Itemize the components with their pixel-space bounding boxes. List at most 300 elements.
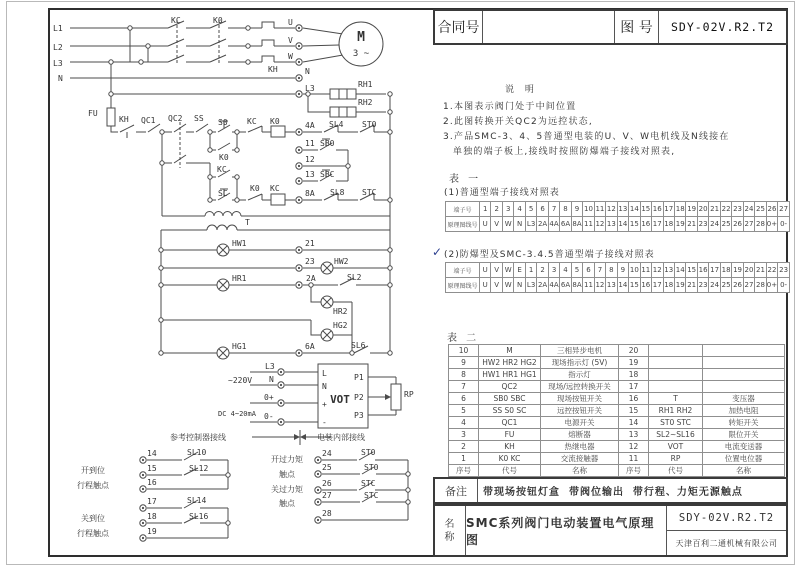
- drawing-number-label: 图 号: [615, 11, 659, 43]
- terminal-cell: 5: [525, 202, 536, 217]
- company-name: 天津百利二通机械有限公司: [675, 538, 778, 548]
- terminal-cell: 16: [697, 263, 708, 278]
- terminal-cell: 18: [674, 202, 685, 217]
- schematic-label: QC1: [141, 116, 156, 125]
- schematic-label: 开过力矩: [271, 455, 303, 464]
- terminal-cell: 8: [606, 263, 617, 278]
- seq-cell: 14: [619, 417, 649, 429]
- terminal-cell: 10: [629, 263, 640, 278]
- schematic-label: 电装内部接线: [317, 433, 365, 442]
- seq-cell: 序号: [619, 465, 649, 477]
- schematic-label: KC: [270, 184, 280, 193]
- schematic-label: ST0: [364, 463, 379, 472]
- table-row: [449, 417, 785, 429]
- seq-cell: 11: [619, 453, 649, 465]
- remark-block: [433, 477, 788, 504]
- wire-cell: 12: [594, 217, 605, 232]
- schematic-label: P1: [354, 373, 364, 382]
- schematic-label: 参考控制器接线: [170, 433, 226, 442]
- schematic-label: -: [322, 418, 327, 427]
- schematic-label: W: [288, 52, 293, 61]
- schematic-label: SBC: [320, 170, 335, 179]
- schematic-label: SL2: [347, 273, 362, 282]
- schematic-label: FU: [88, 109, 98, 118]
- wire-cell: 6A: [560, 278, 571, 293]
- wire-cell: 24: [709, 278, 720, 293]
- seq-cell: 13: [619, 429, 649, 441]
- schematic-label: 19: [147, 527, 157, 536]
- schematic-label: N: [269, 375, 274, 384]
- schematic-label: KC: [217, 165, 227, 174]
- terminal-cell: 19: [732, 263, 743, 278]
- schematic-label: 17: [147, 497, 157, 506]
- name-cell: [703, 345, 785, 357]
- footer-drawing-number: SDY-02V.R2.T2: [667, 506, 786, 531]
- wire-cell: 13: [606, 217, 617, 232]
- code-cell: SL2~SL16: [649, 429, 703, 441]
- wire-cell: 4A: [548, 217, 559, 232]
- seq-cell: 3: [449, 429, 479, 441]
- terminal-cell: 9: [617, 263, 628, 278]
- wire-cell: 11: [583, 278, 594, 293]
- wire-cell: V: [491, 278, 502, 293]
- heater-rh1: [330, 89, 356, 99]
- wire-cell: 0+: [766, 217, 777, 232]
- schematic-label: KC: [171, 16, 181, 25]
- seq-cell: 2: [449, 441, 479, 453]
- schematic-label: K0: [270, 117, 280, 126]
- schematic-label: 触点: [279, 470, 295, 479]
- terminal-cell: 24: [743, 202, 754, 217]
- schematic-label: 23: [305, 257, 315, 266]
- wire-cell: 26: [732, 278, 743, 293]
- terminal-cell: 6: [537, 202, 548, 217]
- code-cell: 代号: [649, 465, 703, 477]
- wire-cell: 16: [640, 217, 651, 232]
- schematic-label: 4A: [305, 121, 315, 130]
- schematic-label: 关过力矩: [271, 485, 303, 494]
- schematic-label: SL4: [329, 120, 344, 129]
- schematic-label: ST0: [362, 120, 377, 129]
- name-cell: 限位开关: [703, 429, 785, 441]
- schematic-label: L3: [305, 84, 315, 93]
- schematic-label: 16: [147, 478, 157, 487]
- remark-text: 带现场按钮灯盒 带阀位输出 带行程、力矩无源触点: [483, 487, 743, 498]
- schematic-label: HG1: [232, 342, 247, 351]
- wire-cell: 2A: [537, 217, 548, 232]
- terminal-cell: 9: [571, 202, 582, 217]
- coil-k0: [271, 126, 285, 137]
- wire-cell: 15: [629, 217, 640, 232]
- schematic-label: KH: [268, 65, 278, 74]
- terminal-cell: 16: [652, 202, 663, 217]
- schematic-label: SL8: [330, 188, 345, 197]
- thermal-relay-icon: [262, 22, 274, 62]
- code-cell: RH1 RH2: [649, 405, 703, 417]
- code-cell: FU: [479, 429, 541, 441]
- terminal-cell: 23: [732, 202, 743, 217]
- schematic-label: VOT: [330, 393, 350, 406]
- schematic-label: P3: [354, 411, 364, 420]
- wire-cell: 28: [755, 278, 766, 293]
- name-cell: 加热电阻: [703, 405, 785, 417]
- table-row: [449, 441, 785, 453]
- terminal-table-normal: [445, 201, 790, 232]
- terminal-cell: 8: [560, 202, 571, 217]
- wire-cell: 28: [755, 217, 766, 232]
- name-cell: 指示灯: [541, 369, 619, 381]
- wire-cell: 27: [743, 278, 754, 293]
- seq-cell: 序号: [449, 465, 479, 477]
- wire-cell: 25: [720, 278, 731, 293]
- table-row: [449, 369, 785, 381]
- terminal-cell: 5: [571, 263, 582, 278]
- terminal-cell: W: [502, 263, 513, 278]
- code-cell: [649, 345, 703, 357]
- code-cell: SB0 SBC: [479, 393, 541, 405]
- wire-cell: 0-: [778, 217, 790, 232]
- wire-cell: 17: [652, 278, 663, 293]
- lamp-wires: [161, 250, 390, 353]
- coil-kc: [271, 194, 285, 205]
- table-row: [449, 429, 785, 441]
- wire-cell: 21: [686, 278, 697, 293]
- name-label-text: 名称: [444, 518, 455, 543]
- schematic-label: RH2: [358, 98, 373, 107]
- code-cell: SS S0 SC: [479, 405, 541, 417]
- fuse-icon: [107, 108, 115, 126]
- wire-cell: 18: [663, 217, 674, 232]
- terminal-cell: 14: [674, 263, 685, 278]
- wire-cell: 12: [594, 278, 605, 293]
- wire-cell: N: [514, 217, 525, 232]
- name-cell: 远控按钮开关: [541, 405, 619, 417]
- code-cell: VOT: [649, 441, 703, 453]
- schematic-label: N: [305, 67, 310, 76]
- wire-cell: 14: [617, 278, 628, 293]
- terminal-cell: 15: [686, 263, 697, 278]
- wire-number-row: [446, 278, 790, 293]
- schematic-label: L3: [265, 362, 275, 371]
- schematic-label: P2: [354, 393, 364, 402]
- wire-cell: 8A: [571, 217, 582, 232]
- schematic-label: 28: [322, 509, 332, 518]
- seq-cell: 17: [619, 381, 649, 393]
- terminal-cell: 12: [652, 263, 663, 278]
- terminal-cell: 23: [778, 263, 790, 278]
- name-block-right: [667, 506, 786, 555]
- wire-cell: 26: [732, 217, 743, 232]
- schematic-label: M: [357, 30, 365, 45]
- checkmark: ✓: [432, 245, 443, 259]
- terminal-cell: 6: [583, 263, 594, 278]
- terminal-cell: E: [514, 263, 525, 278]
- schematic-label: K0: [219, 153, 229, 162]
- code-cell: K0 KC: [479, 453, 541, 465]
- schematic-label: 0-: [264, 412, 274, 421]
- name-cell: 现场按钮开关: [541, 393, 619, 405]
- terminal-cell: 1: [480, 202, 491, 217]
- terminal-cell: V: [491, 263, 502, 278]
- wire-cell: 8A: [571, 278, 582, 293]
- wire-cell: L3: [525, 278, 536, 293]
- wire-cell: 23: [697, 217, 708, 232]
- terminal-cell: 26: [766, 202, 777, 217]
- component-table: [448, 344, 785, 477]
- terminal-cell: 13: [663, 263, 674, 278]
- wire-cell: 0+: [766, 278, 777, 293]
- wire-cell: 2A: [537, 278, 548, 293]
- name-cell: 现场/远控转换开关: [541, 381, 619, 393]
- seq-cell: 20: [619, 345, 649, 357]
- table-row: [449, 465, 785, 477]
- schematic-label: N: [58, 74, 63, 83]
- terminal-cell: 18: [720, 263, 731, 278]
- schematic-label: HW1: [232, 239, 247, 248]
- wire-cell: 19: [674, 278, 685, 293]
- wire-cell: 6A: [560, 217, 571, 232]
- seq-cell: 7: [449, 381, 479, 393]
- schematic-label: 27: [322, 491, 332, 500]
- schematic-label: 行程触点: [77, 529, 109, 538]
- terminal-cell: 7: [594, 263, 605, 278]
- terminal-cell: 2: [537, 263, 548, 278]
- table-row: [449, 405, 785, 417]
- schematic-label: 26: [322, 479, 332, 488]
- seq-cell: 4: [449, 417, 479, 429]
- schematic-label: HR2: [333, 307, 348, 316]
- schematic-label: 18: [147, 512, 157, 521]
- heater-rh2: [330, 107, 356, 117]
- schematic-label: N: [322, 382, 327, 391]
- schematic-label: RP: [404, 390, 414, 399]
- terminal-cell: 15: [640, 202, 651, 217]
- wire-cell: 0-: [778, 278, 790, 293]
- transformer-icon: [205, 212, 241, 231]
- terminal-cell: 22: [766, 263, 777, 278]
- schematic-label: ST0: [361, 448, 376, 457]
- note-line: 1.本图表示阀门处于中间位置: [443, 102, 577, 112]
- name-label: [435, 506, 466, 555]
- wire-cell: V: [491, 217, 502, 232]
- component-table-body: [449, 345, 785, 477]
- schematic-label: 开到位: [81, 466, 105, 475]
- row-header: 端子号: [446, 202, 480, 217]
- code-cell: RP: [649, 453, 703, 465]
- schematic-label: HW2: [334, 257, 349, 266]
- schematic-label: 14: [147, 449, 157, 458]
- terminal-cell: 1: [525, 263, 536, 278]
- title-block: [433, 9, 788, 45]
- wire-cell: 19: [674, 217, 685, 232]
- schematic-label: K0: [213, 16, 223, 25]
- schematic-label: 24: [322, 449, 332, 458]
- terminal-cell: 14: [629, 202, 640, 217]
- terminal-cell: U: [480, 263, 491, 278]
- schematic-label: HR1: [232, 274, 247, 283]
- schematic-label: 21: [305, 239, 315, 248]
- code-cell: [649, 381, 703, 393]
- terminal-cell: 10: [583, 202, 594, 217]
- notes-list: [443, 100, 783, 160]
- schematic-label: 15: [147, 464, 157, 473]
- terminal-cell: 7: [548, 202, 559, 217]
- wire-cell: 13: [606, 278, 617, 293]
- potentiometer-rp: [391, 384, 401, 410]
- schematic-label: 0+: [264, 393, 274, 402]
- schematic-label: SL14: [187, 496, 207, 505]
- wire-cell: 15: [629, 278, 640, 293]
- wire-cell: W: [502, 278, 513, 293]
- terminal-cell: 21: [755, 263, 766, 278]
- table-row: [449, 453, 785, 465]
- name-cell: 转矩开关: [703, 417, 785, 429]
- seq-cell: 9: [449, 357, 479, 369]
- name-cell: 变压器: [703, 393, 785, 405]
- wire-cell: 11: [583, 217, 594, 232]
- name-cell: 位置电位器: [703, 453, 785, 465]
- wire-cell: 17: [652, 217, 663, 232]
- contract-number-value: [483, 11, 615, 43]
- wire-cell: 16: [640, 278, 651, 293]
- seq-cell: 10: [449, 345, 479, 357]
- wire-cell: U: [480, 278, 491, 293]
- code-cell: QC1: [479, 417, 541, 429]
- terminal-cell: 11: [640, 263, 651, 278]
- schematic-label: QC2: [168, 114, 183, 123]
- name-block: [433, 504, 788, 557]
- seq-cell: 8: [449, 369, 479, 381]
- terminal-number-row: [446, 263, 790, 278]
- schematic-label: RH1: [358, 80, 373, 89]
- terminal-cell: 4: [560, 263, 571, 278]
- seq-cell: 1: [449, 453, 479, 465]
- schematic-label: SS: [194, 114, 204, 123]
- schematic-label: KH: [119, 115, 129, 124]
- schematic-label: 11: [305, 139, 315, 148]
- terminal-cell: 3: [502, 202, 513, 217]
- name-cell: 熔断器: [541, 429, 619, 441]
- code-cell: HW2 HR2 HG2: [479, 357, 541, 369]
- note-line: 单独的端子板上,接线时按照防爆端子接线对照表,: [453, 147, 676, 157]
- wire-number-row: [446, 217, 790, 232]
- schematic-label: +: [322, 400, 327, 409]
- terminal-cell: 4: [514, 202, 525, 217]
- code-cell: ST0 STC: [649, 417, 703, 429]
- table1-sub1-title: (1)普通型端子接线对照表: [444, 188, 560, 198]
- terminal-cell: 25: [755, 202, 766, 217]
- name-cell: 三相异步电机: [541, 345, 619, 357]
- wire-cell: 18: [663, 278, 674, 293]
- notes-heading: 说 明: [505, 85, 538, 95]
- terminal-cell: 3: [548, 263, 559, 278]
- code-cell: [649, 369, 703, 381]
- schematic-label: SC: [218, 189, 228, 198]
- schematic-label: 2A: [306, 274, 316, 283]
- schematic-label: L: [322, 369, 327, 378]
- schematic-label: K0: [250, 184, 260, 193]
- schematic-label: U: [288, 18, 293, 27]
- name-cell: 电流变送器: [703, 441, 785, 453]
- schematic-label: 25: [322, 463, 332, 472]
- terminal-number-row: [446, 202, 790, 217]
- code-cell: KH: [479, 441, 541, 453]
- wire-cell: W: [502, 217, 513, 232]
- schematic-label: SL10: [187, 448, 207, 457]
- name-cell: 名称: [703, 465, 785, 477]
- row-header: 原理图线号: [446, 278, 480, 293]
- name-cell: 名称: [541, 465, 619, 477]
- schematic-label: SL6: [351, 341, 366, 350]
- schematic-label: T: [245, 218, 250, 227]
- schematic-label: KC: [247, 117, 257, 126]
- table2-label: 表 二: [447, 333, 480, 344]
- remark-label: 备注: [435, 479, 478, 502]
- table1-sub2-title: (2)防爆型及SMC-3.4.5普通型端子接线对照表: [444, 250, 655, 260]
- terminal-cell: 19: [686, 202, 697, 217]
- schematic-label: DC 4~20mA: [218, 410, 256, 418]
- wire-cell: 25: [720, 217, 731, 232]
- schematic-label: STC: [361, 479, 376, 488]
- schematic-label: 行程触点: [77, 481, 109, 490]
- code-cell: [649, 357, 703, 369]
- table-row: [449, 393, 785, 405]
- terminal-cell: 2: [491, 202, 502, 217]
- name-cell: 交流接触器: [541, 453, 619, 465]
- wire-cell: U: [480, 217, 491, 232]
- schematic-label: 触点: [279, 499, 295, 508]
- table-row: [449, 345, 785, 357]
- schematic-label: SL16: [189, 512, 209, 521]
- schematic-label: 12: [305, 155, 315, 164]
- drawing-title: SMC系列阀门电动装置电气原理图: [466, 506, 667, 555]
- wire-cell: 4A: [548, 278, 559, 293]
- terminal-cell: 20: [697, 202, 708, 217]
- wire-cell: 24: [709, 217, 720, 232]
- wire-cell: 27: [743, 217, 754, 232]
- schematic-label: L2: [53, 43, 63, 52]
- code-cell: 代号: [479, 465, 541, 477]
- seq-cell: 6: [449, 393, 479, 405]
- terminal-cell: 20: [743, 263, 754, 278]
- schematic-label: SL12: [189, 464, 209, 473]
- wire-cell: N: [514, 278, 525, 293]
- schematic-label: V: [288, 36, 293, 45]
- note-line: 3.产品SMC-3、4、5普通型电装的U、V、W电机线及N线接在: [443, 132, 730, 142]
- notes: [443, 83, 783, 160]
- seq-cell: 5: [449, 405, 479, 417]
- code-cell: QC2: [479, 381, 541, 393]
- name-cell: 现场指示灯 (5V): [541, 357, 619, 369]
- schematic-label: 13: [305, 170, 315, 179]
- code-cell: HW1 HR1 HG1: [479, 369, 541, 381]
- terminal-cell: 17: [663, 202, 674, 217]
- schematic-label: STC: [362, 188, 377, 197]
- seq-cell: 15: [619, 405, 649, 417]
- row-header: 原理图线号: [446, 217, 480, 232]
- wire-cell: L3: [525, 217, 536, 232]
- code-cell: T: [649, 393, 703, 405]
- schematic-label: L3: [53, 59, 63, 68]
- schematic-label: HG2: [333, 321, 348, 330]
- drawing-number-value: SDY-02V.R2.T2: [670, 20, 774, 34]
- name-cell: [703, 369, 785, 381]
- schematic-label: 关到位: [81, 514, 105, 523]
- terminal-cell: 17: [709, 263, 720, 278]
- schematic-label: SB0: [320, 139, 335, 148]
- seq-cell: 18: [619, 369, 649, 381]
- table1-label: 表 一: [449, 174, 482, 185]
